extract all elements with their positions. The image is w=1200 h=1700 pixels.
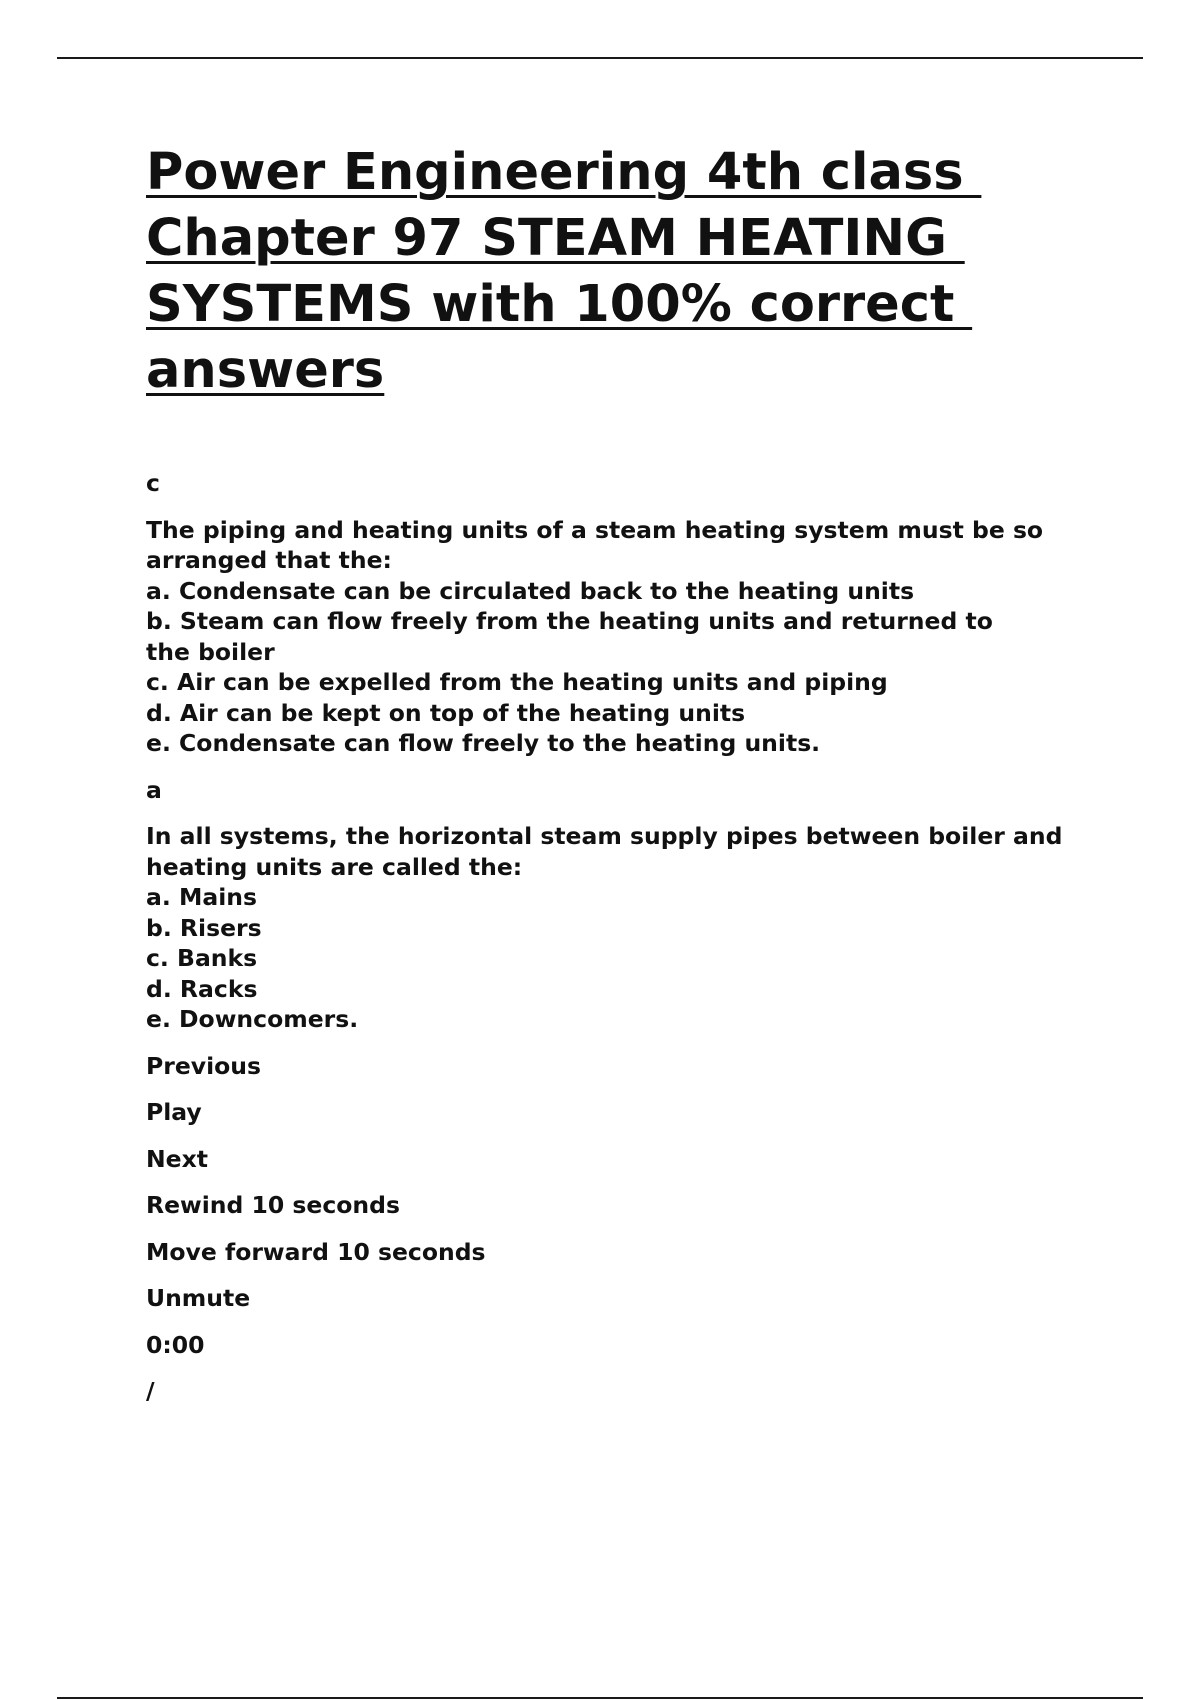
footer-rule (57, 1697, 1143, 1699)
previous-button[interactable]: Previous (146, 1051, 261, 1080)
option-line: a. Mains (146, 883, 257, 911)
title-line: answers (146, 341, 385, 400)
qa-section (146, 468, 1106, 1407)
question-line: heating units are called the: (146, 852, 523, 881)
document-body (146, 140, 1106, 1423)
answer-label: c (146, 469, 160, 497)
title-line: SYSTEMS with 100% correct (146, 275, 973, 334)
option-line: b. Steam can flow freely from the heating units and returned to (146, 607, 993, 635)
time-separator: / (146, 1377, 155, 1405)
option-line: b. Risers (146, 913, 262, 942)
forward-button[interactable]: Move forward 10 seconds (146, 1237, 486, 1266)
unmute-button[interactable]: Unmute (146, 1284, 251, 1312)
option-line: e. Downcomers. (146, 1005, 359, 1033)
option-line: d. Racks (146, 974, 258, 1003)
question-line: In all systems, the horizontal steam supply pipes between boiler and (146, 822, 1063, 850)
option-line: a. Condensate can be circulated back to the heating units (146, 576, 915, 605)
rewind-button[interactable]: Rewind 10 seconds (146, 1191, 400, 1219)
header-rule (57, 57, 1143, 59)
current-time: 0:00 (146, 1330, 205, 1359)
question-line: The piping and heating units of a steam heating system must be so (146, 515, 1044, 544)
option-line: c. Banks (146, 944, 258, 972)
title-line: Chapter 97 STEAM HEATING (146, 209, 965, 268)
question-block (146, 821, 1106, 1035)
media-player-controls (146, 1051, 1106, 1407)
question-line: arranged that the: (146, 546, 392, 574)
question-block (146, 515, 1106, 759)
play-button[interactable]: Play (146, 1098, 202, 1126)
option-line: the boiler (146, 637, 275, 666)
option-line: e. Condensate can flow freely to the heating units. (146, 729, 821, 757)
title-line: Power Engineering 4th class (146, 143, 982, 202)
answer-label: a (146, 775, 162, 804)
option-line: c. Air can be expelled from the heating units and piping (146, 668, 888, 696)
option-line: d. Air can be kept on top of the heating units (146, 698, 746, 727)
next-button[interactable]: Next (146, 1144, 208, 1173)
document-title (146, 140, 1046, 404)
